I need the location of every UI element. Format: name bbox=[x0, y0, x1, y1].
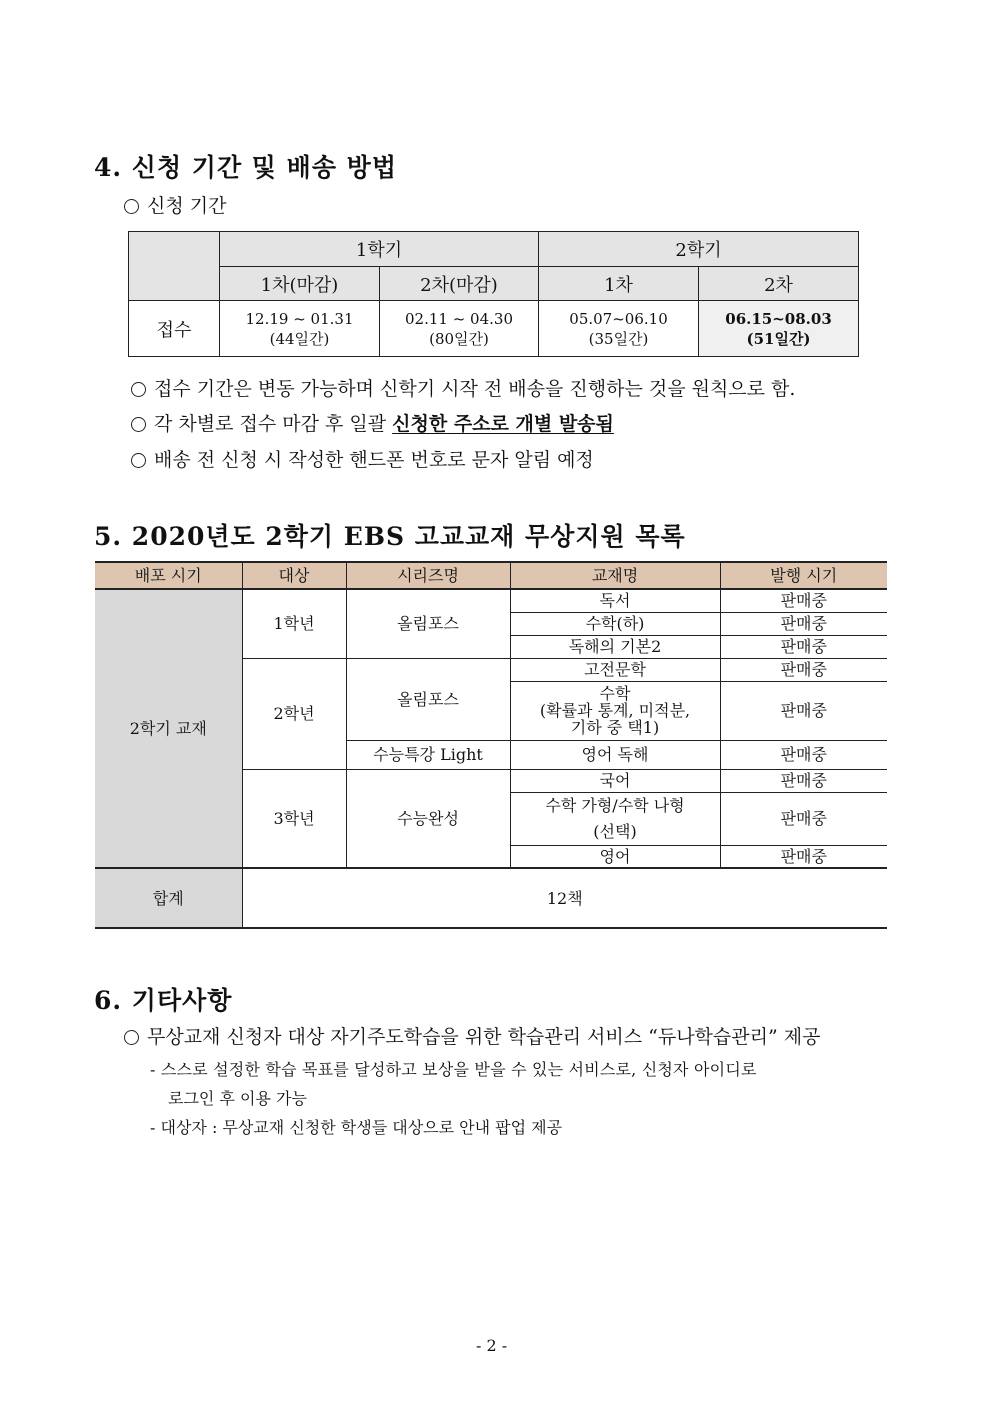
section-6-title: 6. 기타사항 bbox=[94, 986, 233, 1015]
status-cell: 판매중 bbox=[720, 769, 887, 792]
book-math-type bbox=[510, 792, 720, 845]
period-days: (80일간) bbox=[429, 329, 489, 348]
book-classic-literature: 고전문학 bbox=[510, 658, 720, 681]
detail-1-line-1: - 스스로 설정한 학습 목표를 달성하고 보상을 받을 수 있는 서비스로, 신청자 아이디로 bbox=[150, 1060, 757, 1079]
circle-bullet-icon bbox=[124, 199, 139, 214]
grade-1-cell: 1학년 bbox=[242, 589, 346, 658]
col-header-publish: 발행 시기 bbox=[720, 562, 887, 589]
period-dates: 05.07~06.10 bbox=[569, 309, 668, 328]
period-cell-2 bbox=[380, 301, 539, 357]
period-days: (35일간) bbox=[588, 329, 649, 348]
table-corner-cell bbox=[129, 232, 220, 301]
period-cell-4 bbox=[699, 301, 859, 357]
book-reading-basics-2: 독해의 기본2 bbox=[510, 635, 720, 658]
grade-3-cell: 3학년 bbox=[242, 769, 346, 868]
note-2-emphasis: 신청한 주소로 개별 발송됨 bbox=[392, 413, 614, 435]
book-math-type-line-2: (선택) bbox=[593, 821, 637, 841]
section-4-title: 4. 신청 기간 및 배송 방법 bbox=[94, 153, 397, 182]
circle-bullet-icon bbox=[124, 1030, 139, 1045]
note-3-text: 배송 전 신청 시 작성한 핸드폰 번호로 문자 알림 예정 bbox=[154, 449, 594, 471]
status-cell: 판매중 bbox=[720, 635, 887, 658]
book-math-line-3: 기하 중 택1) bbox=[570, 718, 660, 737]
header-round-4: 2차 bbox=[699, 267, 859, 301]
book-english: 영어 bbox=[510, 845, 720, 868]
book-reading: 독서 bbox=[510, 589, 720, 612]
period-days: (44일간) bbox=[269, 329, 330, 348]
status-cell: 판매중 bbox=[720, 658, 887, 681]
circle-bullet-icon bbox=[131, 382, 146, 397]
header-round-1: 1차(마감) bbox=[220, 267, 380, 301]
total-value: 12책 bbox=[242, 868, 887, 928]
textbook-list-table bbox=[95, 561, 887, 929]
header-semester-2: 2학기 bbox=[539, 232, 859, 267]
period-cell-3 bbox=[539, 301, 699, 357]
col-header-target: 대상 bbox=[242, 562, 346, 589]
grade-2-cell: 2학년 bbox=[242, 658, 346, 769]
header-round-2: 2차(마감) bbox=[380, 267, 539, 301]
period-cell: 2학기 교재 bbox=[95, 589, 242, 868]
circle-bullet-icon bbox=[131, 417, 146, 432]
series-suneung-complete: 수능완성 bbox=[346, 769, 510, 868]
book-english-reading: 영어 독해 bbox=[510, 740, 720, 769]
book-korean: 국어 bbox=[510, 769, 720, 792]
header-semester-1: 1학기 bbox=[220, 232, 539, 267]
detail-2: - 대상자 : 무상교재 신청한 학생들 대상으로 안내 팝업 제공 bbox=[150, 1118, 563, 1137]
status-cell: 판매중 bbox=[720, 681, 887, 740]
status-cell: 판매중 bbox=[720, 740, 887, 769]
application-period-table bbox=[128, 231, 859, 357]
period-cell-1 bbox=[220, 301, 380, 357]
book-math-elective bbox=[510, 681, 720, 740]
note-3 bbox=[131, 445, 594, 472]
book-math-line-1: 수학 bbox=[599, 684, 631, 703]
note-1 bbox=[131, 374, 795, 401]
period-dates: 02.11 ~ 04.30 bbox=[405, 309, 513, 328]
circle-bullet-icon bbox=[131, 453, 146, 468]
book-math-low: 수학(하) bbox=[510, 612, 720, 635]
series-olympos-1: 올림포스 bbox=[346, 589, 510, 658]
book-math-type-line-1: 수학 가형/수학 나형 bbox=[545, 795, 685, 815]
section-5-title: 5. 2020년도 2학기 EBS 고교교재 무상지원 목록 bbox=[94, 522, 686, 551]
series-suneung-light: 수능특강 Light bbox=[346, 740, 510, 769]
detail-1-line-2: 로그인 후 이용 가능 bbox=[168, 1089, 307, 1108]
series-olympos-2: 올림포스 bbox=[346, 658, 510, 740]
book-math-line-2: (확률과 통계, 미적분, bbox=[539, 701, 691, 720]
row-label-reception: 접수 bbox=[129, 301, 220, 357]
status-cell: 판매중 bbox=[720, 845, 887, 868]
section-6-item-text: 무상교재 신청자 대상 자기주도학습을 위한 학습관리 서비스 “듀나학습관리” 제공 bbox=[147, 1026, 821, 1048]
section-4-subtitle bbox=[124, 191, 226, 218]
period-days: (51일간) bbox=[746, 329, 811, 348]
note-2-text: 각 차별로 접수 마감 후 일괄 bbox=[154, 413, 393, 435]
col-header-period: 배포 시기 bbox=[95, 562, 242, 589]
col-header-book: 교재명 bbox=[510, 562, 720, 589]
subtitle-text: 신청 기간 bbox=[147, 195, 227, 217]
header-round-3: 1차 bbox=[539, 267, 699, 301]
period-dates: 06.15~08.03 bbox=[725, 309, 832, 328]
note-1-text: 접수 기간은 변동 가능하며 신학기 시작 전 배송을 진행하는 것을 원칙으로 함. bbox=[154, 378, 796, 400]
total-label: 합계 bbox=[95, 868, 242, 928]
page-number: - 2 - bbox=[476, 1336, 508, 1355]
status-cell: 판매중 bbox=[720, 589, 887, 612]
col-header-series: 시리즈명 bbox=[346, 562, 510, 589]
note-2 bbox=[131, 409, 614, 436]
status-cell: 판매중 bbox=[720, 612, 887, 635]
status-cell: 판매중 bbox=[720, 792, 887, 845]
section-6-item bbox=[124, 1022, 820, 1049]
period-dates: 12.19 ~ 01.31 bbox=[245, 309, 354, 328]
